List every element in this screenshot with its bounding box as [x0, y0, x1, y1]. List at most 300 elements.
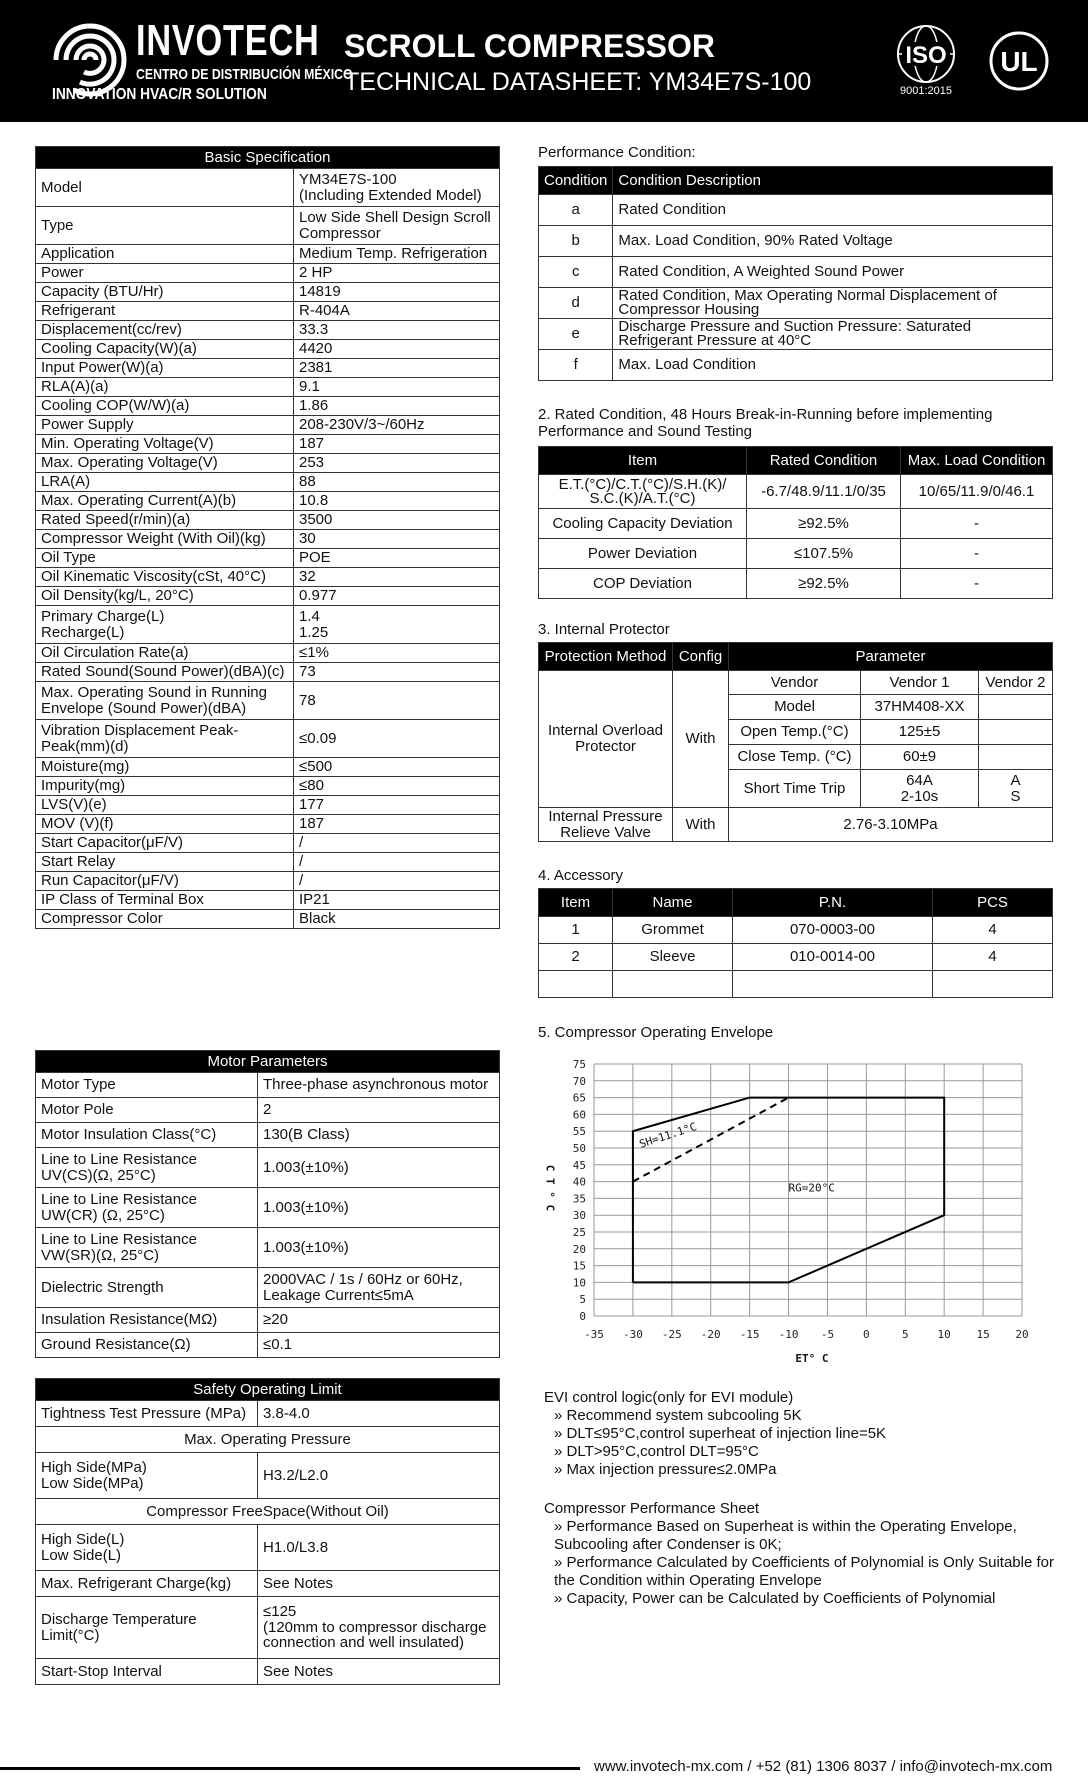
spec-value: 4420 — [294, 340, 500, 359]
condition-description: Max. Load Condition, 90% Rated Voltage — [613, 226, 1053, 257]
prot-close-v1: 60±9 — [861, 745, 979, 770]
spec-value: / — [294, 853, 500, 872]
motor-label: Line to Line Resistance UW(CR) (Ω, 25°C) — [36, 1188, 258, 1228]
note-item: » Capacity, Power can be Calculated by Coefficients of Polynomial — [554, 1590, 1064, 1608]
spec-label: Input Power(W)(a) — [36, 359, 294, 378]
rated-value: -6.7/48.9/11.1/0/35 — [747, 475, 901, 509]
spec-label: LRA(A) — [36, 473, 294, 492]
perf-sheet-list — [544, 1518, 1064, 1608]
table-row — [36, 1188, 500, 1228]
empty-cell — [539, 971, 613, 998]
table-row — [36, 720, 500, 758]
motor-params-table — [35, 1050, 500, 1358]
spec-value: ≤500 — [294, 758, 500, 777]
spec-value: 187 — [294, 815, 500, 834]
spec-value: Medium Temp. Refrigeration — [294, 245, 500, 264]
table-row — [539, 509, 1053, 539]
motor-label: Line to Line Resistance UV(CS)(Ω, 25°C) — [36, 1148, 258, 1188]
table-row — [36, 264, 500, 283]
spec-value: 33.3 — [294, 321, 500, 340]
condition-description: Rated Condition — [613, 195, 1053, 226]
y-tick-label: 30 — [572, 1209, 586, 1223]
motor-label: Insulation Resistance(MΩ) — [36, 1308, 258, 1333]
safety-limit-title: Safety Operating Limit — [36, 1379, 500, 1401]
acc-col-pcs: PCS — [933, 889, 1053, 917]
spec-value: / — [294, 834, 500, 853]
rated-condition-table — [538, 446, 1053, 599]
evi-list — [544, 1407, 1044, 1479]
valve-config: With — [673, 808, 729, 842]
performance-table — [538, 166, 1053, 381]
ul-text: UL — [1000, 46, 1038, 77]
spec-value: 1.86 — [294, 397, 500, 416]
table-row — [36, 1123, 500, 1148]
footer-contact: www.invotech-mx.com / +52 (81) 1306 8037 / info@invotech-mx.com — [594, 1758, 1053, 1775]
acc-pn: 070-0003-00 — [733, 917, 933, 944]
spec-label: Capacity (BTU/Hr) — [36, 283, 294, 302]
y-tick-label: 40 — [572, 1175, 586, 1189]
startstop-label: Start-Stop Interval — [36, 1659, 258, 1685]
rated-col-item: Item — [539, 447, 747, 475]
motor-value: 2 — [258, 1098, 500, 1123]
table-row — [36, 321, 500, 340]
rated-col-maxload: Max. Load Condition — [901, 447, 1053, 475]
x-tick-label: -5 — [820, 1328, 835, 1341]
prot-close-label: Close Temp. (°C) — [729, 745, 861, 770]
footer-divider — [0, 1767, 580, 1770]
table-row — [36, 587, 500, 606]
spec-label: Rated Sound(Sound Power)(dBA)(c) — [36, 663, 294, 682]
accessory-table — [538, 888, 1053, 998]
maxload-value: 10/65/11.9/0/46.1 — [901, 475, 1053, 509]
spec-value: ≤1% — [294, 644, 500, 663]
table-row — [36, 1148, 500, 1188]
iso-logo-icon — [888, 24, 964, 96]
motor-label: Ground Resistance(Ω) — [36, 1333, 258, 1358]
prot-close-v2 — [979, 745, 1053, 770]
table-row — [36, 1073, 500, 1098]
condition-code: a — [539, 195, 613, 226]
condition-code: c — [539, 257, 613, 288]
evi-title: EVI control logic(only for EVI module) — [544, 1389, 794, 1406]
table-row — [36, 397, 500, 416]
protector-col-config: Config — [673, 643, 729, 671]
y-tick-label: 5 — [579, 1293, 586, 1307]
spec-value: YM34E7S-100 (Including Extended Model) — [294, 169, 500, 207]
brand-subtitle: CENTRO DE DISTRIBUCIÓN MÉXICO — [136, 66, 353, 83]
safety-limit-table — [35, 1378, 500, 1685]
x-tick-label: 15 — [976, 1328, 990, 1341]
table-row — [36, 245, 500, 264]
valve-value: 2.76-3.10MPa — [729, 808, 1053, 842]
rated-item: Cooling Capacity Deviation — [539, 509, 747, 539]
table-row — [539, 257, 1053, 288]
y-tick-label: 75 — [572, 1058, 586, 1071]
table-row — [36, 1228, 500, 1268]
motor-value: 2000VAC / 1s / 60Hz or 60Hz, Leakage Current≤5mA — [258, 1268, 500, 1308]
acc-col-item: Item — [539, 889, 613, 917]
empty-cell — [933, 971, 1053, 998]
discharge-value: ≤125 (120mm to compressor discharge connection and well insulated) — [258, 1597, 500, 1659]
y-tick-label: 15 — [572, 1259, 586, 1273]
empty-cell — [613, 971, 733, 998]
table-row — [36, 302, 500, 321]
y-axis-label: C T ° C — [543, 1164, 557, 1212]
table-row — [36, 1268, 500, 1308]
freespace-value: H1.0/L3.8 — [258, 1525, 500, 1571]
overload-config: With — [673, 671, 729, 808]
x-tick-label: -25 — [661, 1328, 682, 1341]
note-item: » Performance Based on Superheat is within the Operating Envelope, Subcooling after Condenser is 0K; — [554, 1518, 1064, 1554]
table-row — [36, 777, 500, 796]
table-row — [36, 606, 500, 644]
spec-label: Min. Operating Voltage(V) — [36, 435, 294, 454]
motor-label: Line to Line Resistance VW(SR)(Ω, 25°C) — [36, 1228, 258, 1268]
spec-value: 0.977 — [294, 587, 500, 606]
condition-description: Max. Load Condition — [613, 350, 1053, 381]
y-tick-label: 0 — [579, 1310, 586, 1323]
x-tick-label: 20 — [1015, 1328, 1029, 1341]
acc-pn: 010-0014-00 — [733, 944, 933, 971]
spec-label: LVS(V)(e) — [36, 796, 294, 815]
freespace-title: Compressor FreeSpace(Without Oil) — [36, 1499, 500, 1525]
spec-value: Low Side Shell Design Scroll Compressor — [294, 207, 500, 245]
spec-label: Power — [36, 264, 294, 283]
rated-item: Power Deviation — [539, 539, 747, 569]
perf-sheet-title: Compressor Performance Sheet — [544, 1500, 760, 1517]
acc-col-pn: P.N. — [733, 889, 933, 917]
rated-item: COP Deviation — [539, 569, 747, 599]
table-row — [539, 944, 1053, 971]
brand-tagline: INNOVATION HVAC/R SOLUTION — [52, 86, 267, 103]
annotation-rg: RG=20°C — [788, 1181, 835, 1195]
spec-label: Refrigerant — [36, 302, 294, 321]
motor-value: ≥20 — [258, 1308, 500, 1333]
prot-open-label: Open Temp.(°C) — [729, 720, 861, 745]
motor-value: Three-phase asynchronous motor — [258, 1073, 500, 1098]
y-tick-label: 20 — [572, 1242, 586, 1256]
page-title: SCROLL COMPRESSOR — [344, 28, 715, 64]
spec-label: MOV (V)(f) — [36, 815, 294, 834]
prot-trip-v1: 64A 2-10s — [861, 770, 979, 808]
spec-label: Max. Operating Voltage(V) — [36, 454, 294, 473]
note-item: » Max injection pressure≤2.0MPa — [554, 1461, 1044, 1479]
note-item: » Performance Calculated by Coefficients of Polynomial is Only Suitable for the Condition within Operating Envelope — [554, 1554, 1064, 1590]
spec-label: RLA(A)(a) — [36, 378, 294, 397]
condition-code: b — [539, 226, 613, 257]
empty-cell — [733, 971, 933, 998]
table-row — [539, 917, 1053, 944]
prot-trip-label: Short Time Trip — [729, 770, 861, 808]
table-row — [36, 891, 500, 910]
spec-value: POE — [294, 549, 500, 568]
table-row — [36, 283, 500, 302]
basic-spec-title: Basic Specification — [36, 147, 500, 169]
note-item: » DLT>95°C,control DLT=95°C — [554, 1443, 1044, 1461]
vendor1-head: Vendor 1 — [861, 671, 979, 695]
motor-value: 1.003(±10%) — [258, 1148, 500, 1188]
prot-trip-v2: A S — [979, 770, 1053, 808]
spec-label: Oil Density(kg/L, 20°C) — [36, 587, 294, 606]
x-tick-label: -10 — [778, 1328, 799, 1341]
spec-value: 73 — [294, 663, 500, 682]
table-row — [36, 853, 500, 872]
spec-value: R-404A — [294, 302, 500, 321]
spec-label: Max. Operating Current(A)(b) — [36, 492, 294, 511]
accessory-title: 4. Accessory — [538, 867, 624, 884]
spec-label: Power Supply — [36, 416, 294, 435]
spec-value: 1.4 1.25 — [294, 606, 500, 644]
condition-description: Rated Condition, A Weighted Sound Power — [613, 257, 1053, 288]
table-row — [36, 416, 500, 435]
spec-label: Moisture(mg) — [36, 758, 294, 777]
table-row — [36, 663, 500, 682]
motor-value: 130(B Class) — [258, 1123, 500, 1148]
spec-label: Model — [36, 169, 294, 207]
condition-description: Discharge Pressure and Suction Pressure: Saturated Refrigerant Pressure at 40°C — [613, 319, 1053, 350]
table-row-empty — [539, 971, 1053, 998]
table-row — [36, 454, 500, 473]
acc-name: Sleeve — [613, 944, 733, 971]
prot-open-v1: 125±5 — [861, 720, 979, 745]
spec-value: 2381 — [294, 359, 500, 378]
rated-value: ≥92.5% — [747, 569, 901, 599]
spec-value: 88 — [294, 473, 500, 492]
startstop-value: See Notes — [258, 1659, 500, 1685]
table-row — [36, 511, 500, 530]
spec-label: Oil Circulation Rate(a) — [36, 644, 294, 663]
spec-label: IP Class of Terminal Box — [36, 891, 294, 910]
spec-label: Application — [36, 245, 294, 264]
spec-label: Oil Type — [36, 549, 294, 568]
vendor2-head: Vendor 2 — [979, 671, 1053, 695]
x-tick-label: 5 — [901, 1328, 909, 1341]
table-row — [36, 530, 500, 549]
table-row — [36, 207, 500, 245]
table-row — [36, 359, 500, 378]
table-row — [539, 569, 1053, 599]
vendor-head: Vendor — [729, 671, 861, 695]
spec-value: IP21 — [294, 891, 500, 910]
table-row — [539, 350, 1053, 381]
discharge-label: Discharge Temperature Limit(°C) — [36, 1597, 258, 1659]
operating-envelope-chart — [540, 1054, 1060, 1374]
prot-open-v2 — [979, 720, 1053, 745]
table-row — [36, 758, 500, 777]
x-tick-label: -35 — [584, 1328, 604, 1341]
spec-label: Displacement(cc/rev) — [36, 321, 294, 340]
spec-value: 2 HP — [294, 264, 500, 283]
rated-value: ≥92.5% — [747, 509, 901, 539]
pressure-value: H3.2/L2.0 — [258, 1453, 500, 1499]
chart-title: 5. Compressor Operating Envelope — [538, 1024, 774, 1041]
spec-value: 78 — [294, 682, 500, 720]
y-tick-label: 10 — [572, 1276, 586, 1290]
protector-title: 3. Internal Protector — [538, 621, 670, 638]
motor-params-title: Motor Parameters — [36, 1051, 500, 1073]
maxload-value: - — [901, 509, 1053, 539]
brand-name: INVOTECH — [136, 16, 320, 65]
table-row — [36, 796, 500, 815]
spec-value: 30 — [294, 530, 500, 549]
rated-value: ≤107.5% — [747, 539, 901, 569]
motor-label: Motor Type — [36, 1073, 258, 1098]
spec-value: Black — [294, 910, 500, 929]
performance-title: Performance Condition: — [538, 144, 696, 161]
overload-label: Internal Overload Protector — [539, 671, 673, 808]
y-tick-label: 35 — [572, 1192, 586, 1206]
table-row — [36, 1098, 500, 1123]
maxload-value: - — [901, 539, 1053, 569]
spec-value: 32 — [294, 568, 500, 587]
tightness-value: 3.8-4.0 — [258, 1401, 500, 1427]
spec-value: 10.8 — [294, 492, 500, 511]
table-row — [36, 644, 500, 663]
table-row — [36, 568, 500, 587]
table-row — [36, 169, 500, 207]
spec-label: Start Capacitor(μF/V) — [36, 834, 294, 853]
spec-value: / — [294, 872, 500, 891]
y-tick-label: 70 — [572, 1074, 586, 1088]
table-row — [36, 1308, 500, 1333]
spec-label: Max. Operating Sound in Running Envelope (Sound Power)(dBA) — [36, 682, 294, 720]
table-row — [36, 492, 500, 511]
rated-title: 2. Rated Condition, 48 Hours Break-in-Running before implementing Performance and Sound Testing — [538, 406, 993, 440]
table-row — [36, 340, 500, 359]
x-axis-label: ET° C — [795, 1352, 829, 1365]
motor-label: Motor Insulation Class(°C) — [36, 1123, 258, 1148]
prot-model-v1: 37HM408-XX — [861, 695, 979, 720]
spec-label: Run Capacitor(μF/V) — [36, 872, 294, 891]
valve-label: Internal Pressure Relieve Valve — [539, 808, 673, 842]
table-row — [36, 910, 500, 929]
note-item: » Recommend system subcooling 5K — [554, 1407, 1044, 1425]
acc-col-name: Name — [613, 889, 733, 917]
tightness-label: Tightness Test Pressure (MPa) — [36, 1401, 258, 1427]
table-row — [36, 1333, 500, 1358]
protector-col-parameter: Parameter — [729, 643, 1053, 671]
spec-label: Cooling Capacity(W)(a) — [36, 340, 294, 359]
charge-value: See Notes — [258, 1571, 500, 1597]
rated-col-rated: Rated Condition — [747, 447, 901, 475]
table-row — [539, 539, 1053, 569]
table-row — [36, 815, 500, 834]
freespace-label: High Side(L) Low Side(L) — [36, 1525, 258, 1571]
table-row — [36, 549, 500, 568]
acc-pcs: 4 — [933, 917, 1053, 944]
acc-name: Grommet — [613, 917, 733, 944]
charge-label: Max. Refrigerant Charge(kg) — [36, 1571, 258, 1597]
table-row — [36, 872, 500, 891]
spec-label: Vibration Displacement Peak-Peak(mm)(d) — [36, 720, 294, 758]
x-tick-label: 10 — [937, 1328, 951, 1341]
table-row — [36, 435, 500, 454]
iso-subtext: 9001:2015 — [900, 85, 952, 96]
spec-value: 187 — [294, 435, 500, 454]
performance-col-description: Condition Description — [613, 167, 1053, 195]
x-tick-label: -30 — [622, 1328, 643, 1341]
spec-value: 3500 — [294, 511, 500, 530]
spec-value: 253 — [294, 454, 500, 473]
motor-label: Motor Pole — [36, 1098, 258, 1123]
evi-notes — [544, 1389, 1044, 1479]
prot-model-label: Model — [729, 695, 861, 720]
y-tick-label: 25 — [572, 1226, 586, 1239]
max-op-pressure-title: Max. Operating Pressure — [36, 1427, 500, 1453]
ul-logo-icon — [988, 30, 1050, 92]
spec-label: Start Relay — [36, 853, 294, 872]
pressure-label: High Side(MPa) Low Side(MPa) — [36, 1453, 258, 1499]
table-row — [539, 195, 1053, 226]
condition-description: Rated Condition, Max Operating Normal Displacement of Compressor Housing — [613, 288, 1053, 319]
table-row — [36, 682, 500, 720]
acc-item: 2 — [539, 944, 613, 971]
motor-value: 1.003(±10%) — [258, 1228, 500, 1268]
spec-label: Rated Speed(r/min)(a) — [36, 511, 294, 530]
spec-label: Cooling COP(W/W)(a) — [36, 397, 294, 416]
spec-value: 14819 — [294, 283, 500, 302]
performance-col-condition: Condition — [539, 167, 613, 195]
condition-code: e — [539, 319, 613, 350]
page-subtitle: TECHNICAL DATASHEET: YM34E7S-100 — [344, 68, 812, 96]
x-tick-label: 0 — [863, 1328, 870, 1341]
table-row — [36, 473, 500, 492]
motor-label: Dielectric Strength — [36, 1268, 258, 1308]
spec-label: Compressor Weight (With Oil)(kg) — [36, 530, 294, 549]
y-tick-label: 50 — [572, 1142, 586, 1155]
spec-value: 177 — [294, 796, 500, 815]
x-tick-label: -20 — [700, 1328, 721, 1341]
y-tick-label: 65 — [572, 1091, 586, 1105]
x-tick-label: -15 — [739, 1328, 760, 1341]
table-row — [36, 378, 500, 397]
y-tick-label: 45 — [572, 1158, 586, 1172]
condition-code: f — [539, 350, 613, 381]
spec-value: ≤0.09 — [294, 720, 500, 758]
acc-pcs: 4 — [933, 944, 1053, 971]
protector-col-method: Protection Method — [539, 643, 673, 671]
motor-value: ≤0.1 — [258, 1333, 500, 1358]
y-tick-label: 60 — [572, 1108, 586, 1122]
annotation-sh: SH=11.1°C — [637, 1120, 699, 1151]
basic-spec-table — [35, 146, 500, 929]
protector-table — [538, 642, 1053, 842]
rated-item: E.T.(°C)/C.T.(°C)/S.H.(K)/ S.C.(K)/A.T.(°C) — [539, 475, 747, 509]
perf-sheet-notes — [544, 1500, 1064, 1608]
condition-code: d — [539, 288, 613, 319]
motor-value: 1.003(±10%) — [258, 1188, 500, 1228]
header — [0, 0, 1088, 122]
table-row — [36, 834, 500, 853]
spec-label: Impurity(mg) — [36, 777, 294, 796]
spec-value: 9.1 — [294, 378, 500, 397]
y-tick-label: 55 — [572, 1125, 586, 1139]
spec-label: Type — [36, 207, 294, 245]
table-row — [539, 288, 1053, 319]
spec-label: Oil Kinematic Viscosity(cSt, 40°C) — [36, 568, 294, 587]
note-item: » DLT≤95°C,control superheat of injection line=5K — [554, 1425, 1044, 1443]
spec-value: ≤80 — [294, 777, 500, 796]
spec-value: 208-230V/3~/60Hz — [294, 416, 500, 435]
spec-label: Primary Charge(L) Recharge(L) — [36, 606, 294, 644]
acc-item: 1 — [539, 917, 613, 944]
table-row — [539, 226, 1053, 257]
maxload-value: - — [901, 569, 1053, 599]
iso-text: ISO — [905, 42, 947, 69]
table-row — [539, 319, 1053, 350]
prot-model-v2 — [979, 695, 1053, 720]
spec-label: Compressor Color — [36, 910, 294, 929]
